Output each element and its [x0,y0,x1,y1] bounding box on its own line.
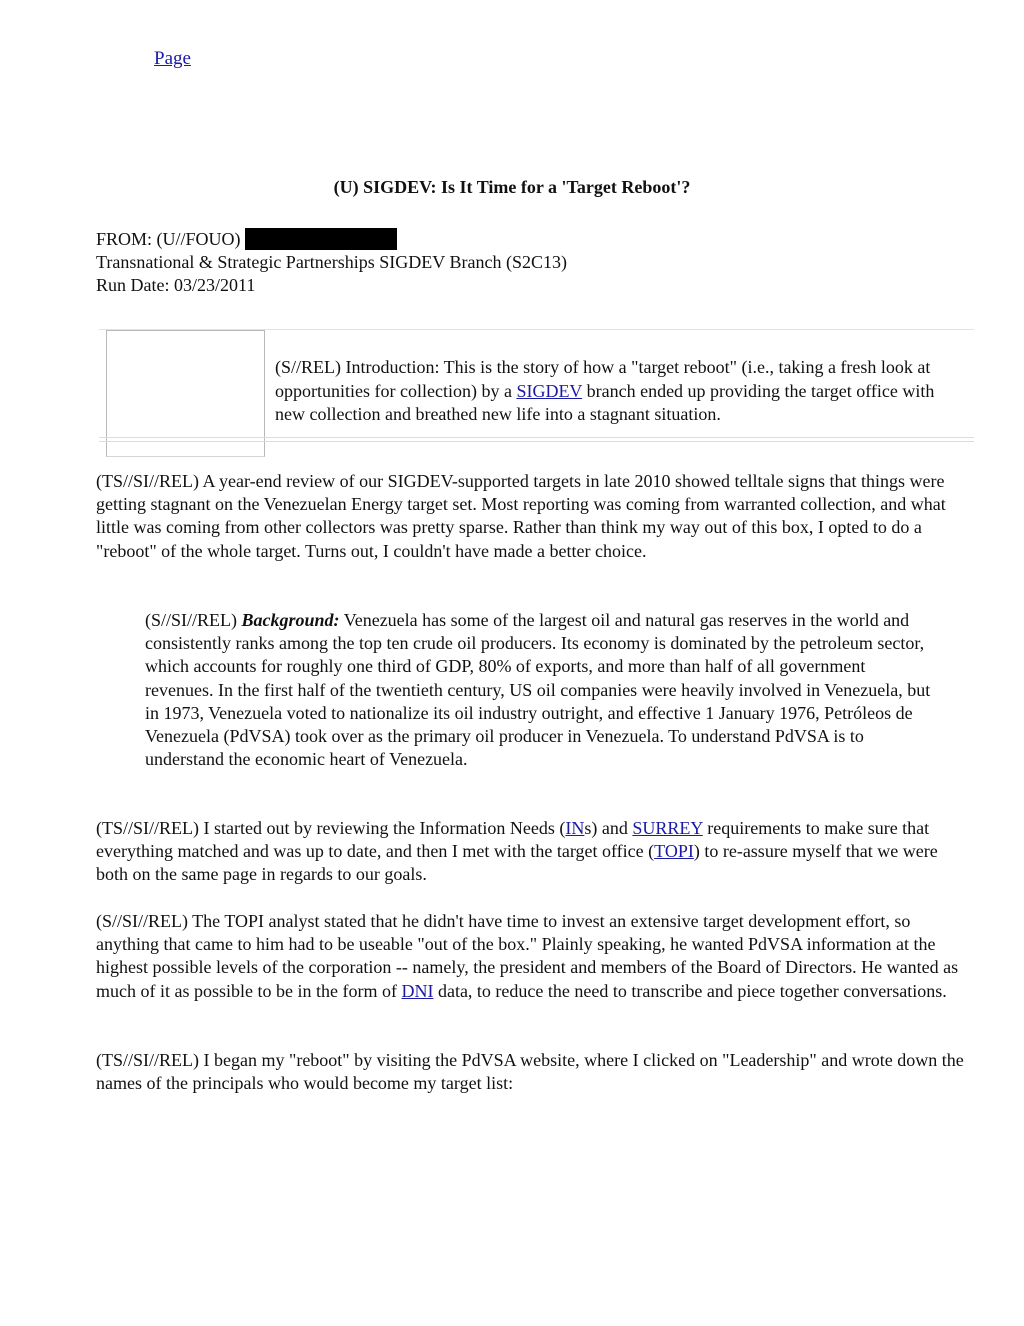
from-label: FROM: (U//FOUO) [96,229,241,249]
p2-text-1: (TS//SI//REL) I started out by reviewing the Information Needs ( [96,818,566,838]
sigdev-link[interactable]: SIGDEV [516,380,583,401]
redaction-bar [245,228,397,250]
page-link[interactable]: Page [154,48,191,69]
paragraph-reboot: (TS//SI//REL) I began my "reboot" by visiting the PdVSA website, where I clicked on "Leadership" and wrote down the names of the principals who would become my target list: [96,1050,964,1094]
article-meta [96,228,567,297]
in-link[interactable]: IN [565,818,585,838]
article-title: (U) SIGDEV: Is It Time for a 'Target Reboot'? [333,177,691,197]
background-classification: (S//SI//REL) [145,610,242,630]
paragraph-review: (TS//SI//REL) A year-end review of our SIGDEV-supported targets in late 2010 showed telltale signs that things were getting stagnant on the Venezuelan Energy target set. Most reporting was coming from warranted collection, and what little was coming from other collectors was pretty sparse. Rather than think my way out of this box, I opted to do a "reboot" of the whole target. Turns out, I couldn't have made a better choice. [96,471,946,561]
intro-paragraph [275,356,965,427]
p3-text-1: (S//SI//REL) The TOPI analyst stated that he didn't have time to invest an extensive target development effort, so anything that came to him had to be useable "out of the box." Plainly speaking, he wanted PdVSA information at the highest possible levels of the corporation -- namely, the president and members of the Board of Directors. He wanted as much of it as possible to be in the form of [96,911,959,1001]
from-line [96,228,567,251]
paragraph-requirements [96,817,972,887]
surrey-link[interactable]: SURREY [632,818,703,838]
p2-text-2: s) and [584,818,633,838]
p2-text-3: requirements to make sure that everything matched and was up to date, and then I met with the target office ( [96,818,930,862]
dni-link[interactable]: DNI [401,980,434,1001]
intro-text-end: branch ended up providing the target office with new collection and breathed new life into a stagnant situation. [275,380,935,424]
intro-text-start: (S//REL) Introduction: This is the story of how a "target reboot" (i.e., taking a fresh look at opportunities for collection) by a [275,357,931,401]
intro-bottom-rule [99,437,974,442]
p3-text-2: data, to reduce the need to transcribe and piece together conversations. [433,980,947,1001]
background-label: Background: [241,610,340,630]
paragraph-topi-analyst [96,910,972,1003]
p2-text-4: ) to re-assure myself that we were both on the same page in regards to our goals. [96,841,938,885]
author-org: Transnational & Strategic Partnerships SIGDEV Branch (S2C13) [96,252,567,272]
background-paragraph [145,609,935,771]
topi-link[interactable]: TOPI [654,841,694,862]
run-date: Run Date: 03/23/2011 [96,275,256,295]
background-text: Venezuela has some of the largest oil and natural gas reserves in the world and consistently ranks among the top ten crude oil producers. Its economy is dominated by the petroleum sector, which accounts for roughly one third of GDP, 80% of exports, and more than half of all government revenues. In the first half of the twentieth century, US oil companies were heavily involved in Venezuela, but in 1973, Venezuela voted to nationalize its oil industry outright, and effective 1 January 1976, Petróleos de Venezuela (PdVSA) took over as the primary oil producer in Venezuela. To understand PdVSA is to understand the economic heart of Venezuela. [145,610,931,770]
